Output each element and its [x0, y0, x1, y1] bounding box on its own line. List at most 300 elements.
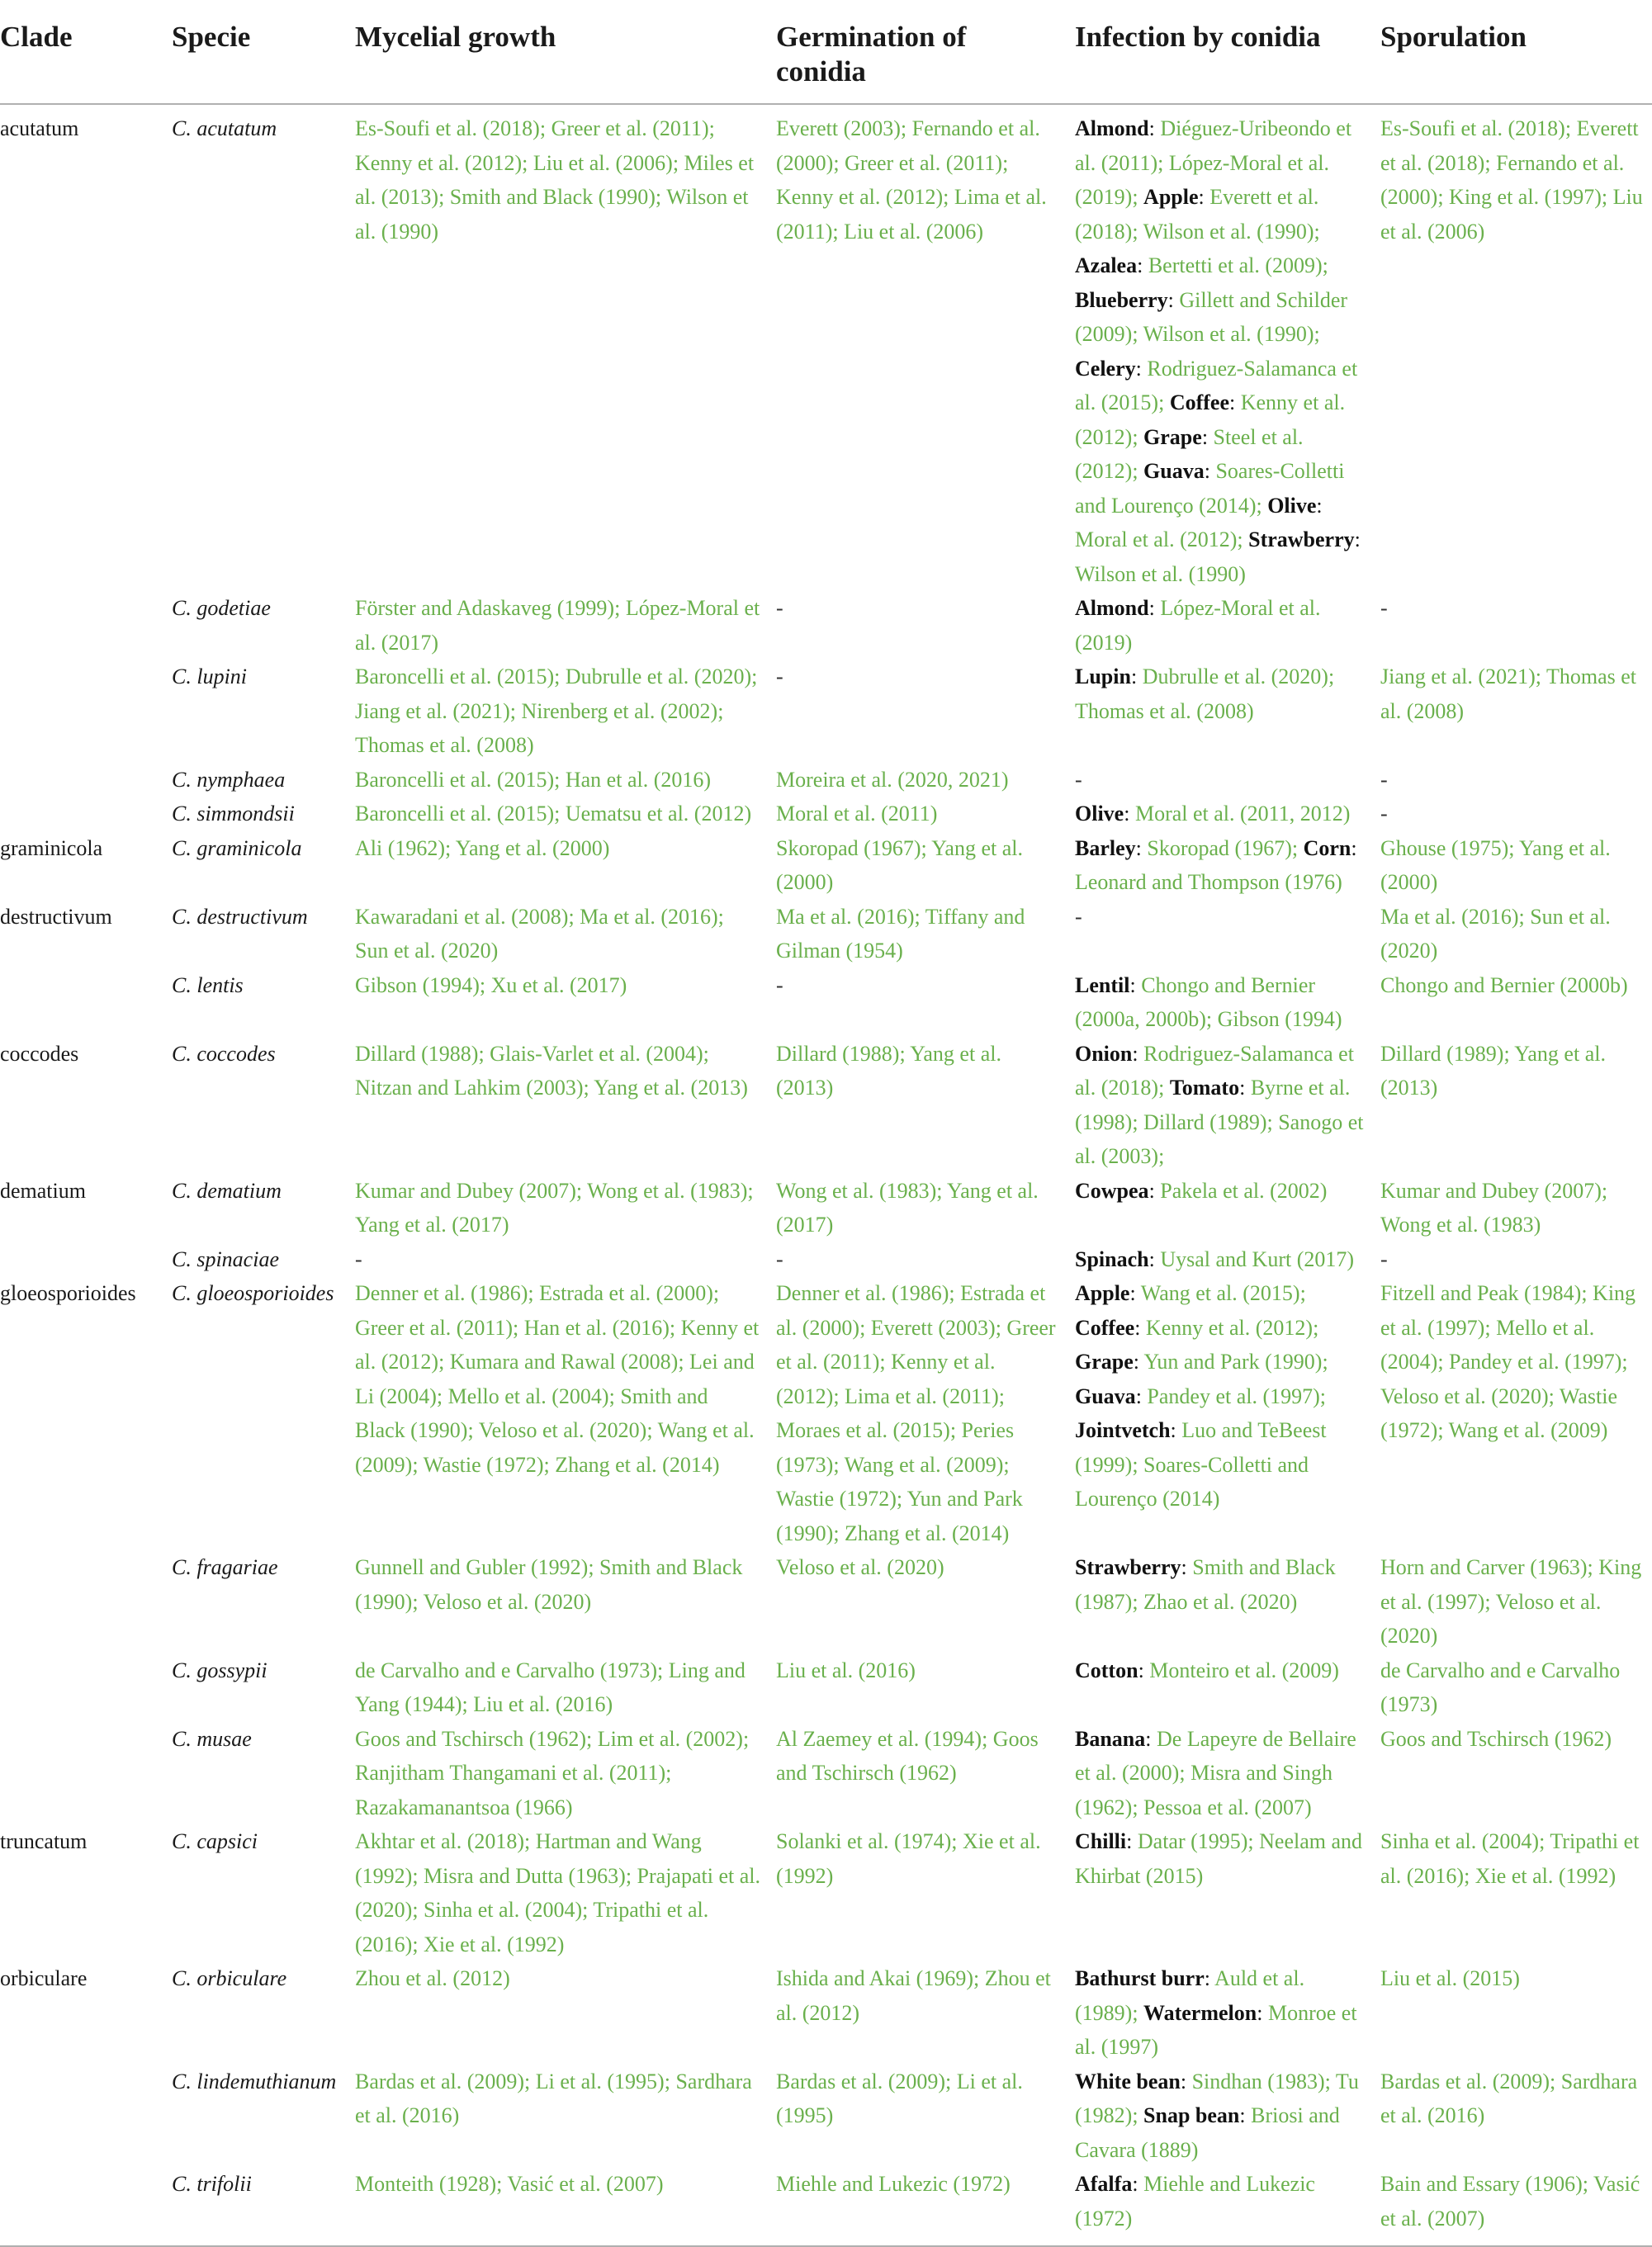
- infection-cell: [1075, 797, 1380, 831]
- specie-cell: [172, 763, 355, 797]
- reference-list: -: [776, 972, 783, 997]
- reference-list: Ghouse (1975); Yang et al. (2000): [1380, 835, 1611, 894]
- clade-name: truncatum: [0, 1829, 88, 1853]
- specie-name: C. lindemuthianum: [172, 2069, 337, 2093]
- reference-list: Dillard (1988); Yang et al. (2013): [776, 1041, 1001, 1100]
- reference-list: Chongo and Bernier (2000b): [1380, 972, 1628, 997]
- reference-list: Everett (2003); Fernando et al. (2000); Greer et al. (2011); Kenny et al. (2012); Lima et al. (2011); Liu et al. (2006): [776, 116, 1047, 244]
- mycelial-growth-cell: [355, 1550, 776, 1653]
- reference-list: -: [1380, 596, 1388, 620]
- header-sporulation: Sporulation: [1380, 0, 1652, 104]
- infection-list: Apple: Wang et al. (2015); Coffee: Kenny et al. (2012); Grape: Yun and Park (1990); Guava: Pandey et al. (1997); Jointvetch: Luo and TeBeest (1999); Soares-Colletti and Lourenço (2014): [1075, 1281, 1328, 1511]
- table-row: [0, 1653, 1652, 1722]
- infection-cell: [1075, 1550, 1380, 1653]
- reference-list: Bardas et al. (2009); Li et al. (1995); Sardhara et al. (2016): [355, 2069, 752, 2127]
- host-references: Pakela et al. (2002): [1160, 1178, 1328, 1203]
- reference-list: Goos and Tschirsch (1962): [1380, 1726, 1612, 1751]
- clade-name: orbiculare: [0, 1966, 88, 1990]
- sporulation-cell: [1380, 968, 1652, 1037]
- host-references: Leonard and Thompson (1976): [1075, 870, 1342, 894]
- reference-list: Förster and Adaskaveg (1999); López-Moral et al. (2017): [355, 596, 760, 655]
- specie-name: C. capsici: [172, 1829, 258, 1853]
- host-references: López-Moral et al. (2019): [1075, 596, 1321, 655]
- infection-list: Lupin: Dubrulle et al. (2020); Thomas et al. (2008): [1075, 665, 1335, 723]
- header-specie: Specie: [172, 0, 355, 104]
- reference-list: Liu et al. (2016): [776, 1658, 916, 1682]
- mycelial-growth-cell: [355, 1722, 776, 1825]
- germination-cell: [776, 797, 1075, 831]
- clade-name: dematium: [0, 1178, 86, 1203]
- table-row: [0, 1242, 1652, 1277]
- header-row: [0, 0, 1652, 104]
- table-row: [0, 1037, 1652, 1174]
- host-name: Olive: [1075, 802, 1124, 825]
- clade-cell: [0, 2065, 172, 2168]
- host-name: Snap bean: [1143, 2103, 1240, 2127]
- sporulation-cell: [1380, 591, 1652, 660]
- clade-cell: [0, 1550, 172, 1653]
- host-references: Byrne et al. (1998); Dillard (1989); Sanogo et al. (2003);: [1075, 1076, 1364, 1168]
- infection-cell: [1075, 1242, 1380, 1277]
- reference-list: Gibson (1994); Xu et al. (2017): [355, 972, 627, 997]
- germination-cell: [776, 104, 1075, 591]
- infection-cell: [1075, 1276, 1380, 1550]
- host-name: Almond: [1075, 596, 1149, 620]
- specie-cell: [172, 1276, 355, 1550]
- host-name: Guava: [1143, 459, 1205, 483]
- infection-cell: [1075, 660, 1380, 763]
- host-references: Monteiro et al. (2009): [1149, 1658, 1339, 1682]
- host-references: Diéguez-Uribeondo et al. (2011); López-Moral et al. (2019);: [1075, 116, 1352, 209]
- reference-list: Zhou et al. (2012): [355, 1966, 510, 1990]
- clade-cell: [0, 591, 172, 660]
- infection-cell: [1075, 1653, 1380, 1722]
- infection-cell: [1075, 968, 1380, 1037]
- specie-cell: [172, 1037, 355, 1174]
- infection-cell: [1075, 2065, 1380, 2168]
- host-name: Blueberry: [1075, 287, 1168, 312]
- infection-list: Banana: De Lapeyre de Bellaire et al. (2000); Misra and Singh (1962); Pessoa et al. (2007): [1075, 1726, 1356, 1819]
- sporulation-cell: [1380, 1653, 1652, 1722]
- host-references: De Lapeyre de Bellaire et al. (2000); Misra and Singh (1962); Pessoa et al. (2007): [1075, 1726, 1356, 1819]
- infection-list: Olive: Moral et al. (2011, 2012): [1075, 802, 1351, 825]
- host-name: Guava: [1075, 1384, 1136, 1408]
- clade-cell: [0, 1824, 172, 1961]
- host-name: White bean: [1075, 2069, 1181, 2093]
- clade-name: destructivum: [0, 904, 112, 929]
- reference-list: -: [355, 1246, 362, 1271]
- header-germination: Germination of conidia: [776, 0, 1075, 104]
- reference-list: -: [1380, 802, 1388, 825]
- reference-list: Es-Soufi et al. (2018); Everett et al. (2018); Fernando et al. (2000); King et al. (1997); Liu et al. (2006): [1380, 116, 1643, 244]
- mycelial-growth-cell: [355, 1276, 776, 1550]
- germination-cell: [776, 968, 1075, 1037]
- germination-cell: [776, 1242, 1075, 1277]
- mycelial-growth-cell: [355, 2065, 776, 2168]
- specie-cell: [172, 104, 355, 591]
- table-header: [0, 0, 1652, 104]
- reference-list: Ali (1962); Yang et al. (2000): [355, 835, 610, 860]
- specie-cell: [172, 591, 355, 660]
- specie-name: C. nymphaea: [172, 767, 286, 792]
- reference-list: Ma et al. (2016); Sun et al. (2020): [1380, 904, 1611, 963]
- host-name: Grape: [1075, 1350, 1134, 1374]
- reference-list: Moral et al. (2011): [776, 802, 938, 825]
- specie-name: C. fragariae: [172, 1555, 278, 1579]
- reference-list: de Carvalho and e Carvalho (1973): [1380, 1658, 1621, 1716]
- specie-cell: [172, 968, 355, 1037]
- host-name: Afalfa: [1075, 2172, 1133, 2196]
- host-name: Watermelon: [1143, 2000, 1257, 2025]
- infection-list: Chilli: Datar (1995); Neelam and Khirbat (2015): [1075, 1829, 1363, 1888]
- infection-list: Lentil: Chongo and Bernier (2000a, 2000b); Gibson (1994): [1075, 972, 1342, 1031]
- table-row: [0, 1722, 1652, 1825]
- host-references: Steel et al. (2012);: [1075, 424, 1304, 483]
- mycelial-growth-cell: [355, 1961, 776, 2065]
- specie-name: C. dematium: [172, 1178, 282, 1203]
- header-mycelial-growth: Mycelial growth: [355, 0, 776, 104]
- clade-cell: [0, 1037, 172, 1174]
- specie-cell: [172, 1722, 355, 1825]
- reference-list: Bain and Essary (1906); Vasić et al. (2007): [1380, 2172, 1640, 2230]
- infection-cell: [1075, 591, 1380, 660]
- reference-list: Ma et al. (2016); Tiffany and Gilman (1954): [776, 904, 1025, 963]
- mycelial-growth-cell: [355, 1242, 776, 1277]
- specie-cell: [172, 900, 355, 968]
- specie-name: C. spinaciae: [172, 1246, 279, 1271]
- sporulation-cell: [1380, 104, 1652, 591]
- host-references: Luo and TeBeest (1999); Soares-Colletti and Lourenço (2014): [1075, 1418, 1327, 1511]
- germination-cell: [776, 1550, 1075, 1653]
- infection-list: Cowpea: Pakela et al. (2002): [1075, 1178, 1328, 1203]
- clade-cell: [0, 797, 172, 831]
- sporulation-cell: [1380, 1961, 1652, 2065]
- specie-name: C. musae: [172, 1726, 252, 1751]
- host-name: Banana: [1075, 1726, 1146, 1751]
- sporulation-cell: [1380, 797, 1652, 831]
- germination-cell: [776, 900, 1075, 968]
- mycelial-growth-cell: [355, 660, 776, 763]
- reference-list: Es-Soufi et al. (2018); Greer et al. (2011); Kenny et al. (2012); Liu et al. (2006); Miles et al. (2013); Smith and Black (1990); Wilson et al. (1990): [355, 116, 755, 244]
- header-infection: Infection by conidia: [1075, 0, 1380, 104]
- clade-cell: [0, 660, 172, 763]
- infection-list: Afalfa: Miehle and Lukezic (1972): [1075, 2172, 1315, 2230]
- reference-list: Ishida and Akai (1969); Zhou et al. (2012): [776, 1966, 1051, 2025]
- specie-cell: [172, 1550, 355, 1653]
- reference-list: Dillard (1988); Glais-Varlet et al. (2004); Nitzan and Lahkim (2003); Yang et al. (2013): [355, 1041, 748, 1100]
- specie-name: C. acutatum: [172, 116, 277, 140]
- sporulation-cell: [1380, 1550, 1652, 1653]
- table-row: [0, 104, 1652, 591]
- reference-list: Dillard (1989); Yang et al. (2013): [1380, 1041, 1606, 1100]
- host-references: Miehle and Lukezic (1972): [1075, 2172, 1315, 2230]
- specie-cell: [172, 1824, 355, 1961]
- mycelial-growth-cell: [355, 1824, 776, 1961]
- host-references: Everett et al. (2018); Wilson et al. (1990);: [1075, 185, 1320, 244]
- host-name: Almond: [1075, 116, 1149, 140]
- reference-list: Sinha et al. (2004); Tripathi et al. (2016); Xie et al. (1992): [1380, 1829, 1640, 1888]
- table-row: [0, 900, 1652, 968]
- reference-list: -: [776, 1246, 783, 1271]
- specie-cell: [172, 1242, 355, 1277]
- reference-list: Jiang et al. (2021); Thomas et al. (2008): [1380, 665, 1637, 723]
- sporulation-cell: [1380, 1037, 1652, 1174]
- reference-list: Kumar and Dubey (2007); Wong et al. (1983); Yang et al. (2017): [355, 1178, 754, 1237]
- mycelial-growth-cell: [355, 1174, 776, 1242]
- germination-cell: [776, 1722, 1075, 1825]
- infection-list: Onion: Rodriguez-Salamanca et al. (2018); Tomato: Byrne et al. (1998); Dillard (1989); Sanogo et al. (2003);: [1075, 1041, 1364, 1168]
- sporulation-cell: [1380, 1824, 1652, 1961]
- host-references: Chongo and Bernier (2000a, 2000b); Gibson (1994): [1075, 972, 1342, 1031]
- host-name: Coffee: [1075, 1315, 1135, 1340]
- specie-cell: [172, 1174, 355, 1242]
- host-references: Rodriguez-Salamanca et al. (2015);: [1075, 356, 1358, 414]
- specie-cell: [172, 660, 355, 763]
- table-row: [0, 660, 1652, 763]
- reference-list: Al Zaemey et al. (1994); Goos and Tschirsch (1962): [776, 1726, 1039, 1785]
- clade-cell: [0, 1276, 172, 1550]
- reference-list: Fitzell and Peak (1984); King et al. (1997); Mello et al. (2004); Pandey et al. (1997); Veloso et al. (2020); Wastie (1972); Wang et al. (2009): [1380, 1281, 1636, 1442]
- sporulation-cell: [1380, 900, 1652, 968]
- mycelial-growth-cell: [355, 1653, 776, 1722]
- table-row: [0, 591, 1652, 660]
- host-references: Monroe et al. (1997): [1075, 2000, 1357, 2059]
- host-name: Lentil: [1075, 972, 1130, 997]
- clade-cell: [0, 2167, 172, 2246]
- specie-name: C. graminicola: [172, 835, 302, 860]
- mycelial-growth-cell: [355, 797, 776, 831]
- reference-list: Monteith (1928); Vasić et al. (2007): [355, 2172, 664, 2196]
- table-row: [0, 831, 1652, 900]
- specie-cell: [172, 1961, 355, 2065]
- host-references: Rodriguez-Salamanca et al. (2018);: [1075, 1041, 1354, 1100]
- germination-cell: [776, 591, 1075, 660]
- reference-list: Denner et al. (1986); Estrada et al. (2000); Greer et al. (2011); Han et al. (2016); Kenny et al. (2012); Kumara and Rawal (2008); Lei and Li (2004); Mello et al. (2004); Smith and Black (1990); Veloso et al. (2020); Wang et al. (2009); Wastie (1972); Zhang et al. (2014): [355, 1281, 760, 1477]
- germination-cell: [776, 831, 1075, 900]
- table-row: [0, 1276, 1652, 1550]
- reference-list: Veloso et al. (2020): [776, 1555, 944, 1579]
- reference-list: Akhtar et al. (2018); Hartman and Wang (1992); Misra and Dutta (1963); Prajapati et al. (2020); Sinha et al. (2004); Tripathi et al. (2016); Xie et al. (1992): [355, 1829, 760, 1956]
- sporulation-cell: [1380, 2065, 1652, 2168]
- host-name: Cotton: [1075, 1658, 1138, 1682]
- clade-cell: [0, 831, 172, 900]
- infection-list: Strawberry: Smith and Black (1987); Zhao et al. (2020): [1075, 1555, 1336, 1614]
- infection-cell: [1075, 1174, 1380, 1242]
- host-name: Tomato: [1169, 1076, 1240, 1100]
- reference-list: Denner et al. (1986); Estrada et al. (2000); Everett (2003); Greer et al. (2011); Kenny et al. (2012); Lima et al. (2011); Moraes et al. (2015); Peries (1973); Wang et al. (2009); Wastie (1972); Yun and Park (1990); Zhang et al. (2014): [776, 1281, 1056, 1545]
- host-name: Onion: [1075, 1041, 1133, 1066]
- infection-cell: [1075, 900, 1380, 968]
- specie-cell: [172, 831, 355, 900]
- germination-cell: [776, 1961, 1075, 2065]
- reference-list: Horn and Carver (1963); King et al. (1997); Veloso et al. (2020): [1380, 1555, 1642, 1648]
- clade-cell: [0, 104, 172, 591]
- infection-cell: [1075, 1824, 1380, 1961]
- infection-list: Almond: Diéguez-Uribeondo et al. (2011); López-Moral et al. (2019); Apple: Everett et al. (2018); Wilson et al. (1990); Azalea: Bertetti et al. (2009); Blueberry: Gillett and Schilder (2009); Wilson et al. (1990); Celery: Rodriguez-Salamanca et al. (2015); Coffee: Kenny et al. (2012); Grape: Steel et al. (2012); Guava: Soares-Colletti and Lourenço (2014); Olive: Moral et al. (2012); Strawberry: Wilson et al. (1990): [1075, 116, 1361, 586]
- host-references: Kenny et al. (2012);: [1145, 1315, 1319, 1340]
- sporulation-cell: [1380, 763, 1652, 797]
- clade-cell: [0, 1722, 172, 1825]
- infection-cell: [1075, 104, 1380, 591]
- host-name: Corn: [1303, 835, 1351, 860]
- host-name: Strawberry: [1248, 527, 1355, 551]
- host-references: Gillett and Schilder (2009); Wilson et al. (1990);: [1075, 287, 1348, 346]
- mycelial-growth-cell: [355, 1037, 776, 1174]
- table-row: [0, 2065, 1652, 2168]
- reference-list: Baroncelli et al. (2015); Uematsu et al. (2012): [355, 802, 752, 825]
- germination-cell: [776, 2167, 1075, 2246]
- table-row: [0, 763, 1652, 797]
- reference-list: Skoropad (1967); Yang et al. (2000): [776, 835, 1023, 894]
- host-name: Azalea: [1075, 253, 1138, 277]
- germination-cell: [776, 2065, 1075, 2168]
- reference-list: Goos and Tschirsch (1962); Lim et al. (2002); Ranjitham Thangamani et al. (2011); Razakamanantsoa (1966): [355, 1726, 750, 1819]
- host-name: Cowpea: [1075, 1178, 1149, 1203]
- table-row: [0, 1961, 1652, 2065]
- germination-cell: [776, 1653, 1075, 1722]
- clade-name: gloeosporioides: [0, 1281, 136, 1305]
- host-name: Chilli: [1075, 1829, 1127, 1853]
- host-references: Bertetti et al. (2009);: [1148, 253, 1328, 277]
- table-row: [0, 797, 1652, 831]
- infection-cell: [1075, 831, 1380, 900]
- header-clade: Clade: [0, 0, 172, 104]
- specie-cell: [172, 797, 355, 831]
- infection-cell: [1075, 1722, 1380, 1825]
- specie-name: C. godetiae: [172, 596, 271, 620]
- infection-list: Bathurst burr: Auld et al. (1989); Watermelon: Monroe et al. (1997): [1075, 1966, 1357, 2059]
- clade-cell: [0, 763, 172, 797]
- germination-cell: [776, 1037, 1075, 1174]
- sporulation-cell: [1380, 1174, 1652, 1242]
- host-name: Jointvetch: [1075, 1418, 1171, 1442]
- reference-list: de Carvalho and e Carvalho (1973); Ling and Yang (1944); Liu et al. (2016): [355, 1658, 746, 1716]
- specie-name: C. gloeosporioides: [172, 1281, 334, 1305]
- infection-cell: [1075, 2167, 1380, 2246]
- host-name: Bathurst burr: [1075, 1966, 1205, 1990]
- mycelial-growth-cell: [355, 591, 776, 660]
- specie-name: C. coccodes: [172, 1041, 276, 1066]
- mycelial-growth-cell: [355, 104, 776, 591]
- host-name: Strawberry: [1075, 1555, 1181, 1579]
- host-references: Moral et al. (2012);: [1075, 527, 1243, 551]
- reference-list: Kumar and Dubey (2007); Wong et al. (1983): [1380, 1178, 1608, 1237]
- reference-list: Solanki et al. (1974); Xie et al. (1992): [776, 1829, 1041, 1888]
- specie-name: C. trifolii: [172, 2172, 252, 2196]
- sporulation-cell: [1380, 1722, 1652, 1825]
- host-name: Barley: [1075, 835, 1136, 860]
- host-references: Uysal and Kurt (2017): [1160, 1246, 1355, 1271]
- host-references: Soares-Colletti and Lourenço (2014);: [1075, 459, 1345, 518]
- reference-list: Gunnell and Gubler (1992); Smith and Black (1990); Veloso et al. (2020): [355, 1555, 743, 1614]
- host-references: Datar (1995); Neelam and Khirbat (2015): [1075, 1829, 1363, 1888]
- specie-name: C. destructivum: [172, 904, 308, 929]
- specie-name: C. simmondsii: [172, 802, 295, 825]
- infection-list: [1075, 763, 1366, 797]
- mycelial-growth-cell: [355, 763, 776, 797]
- host-references: Moral et al. (2011, 2012): [1134, 802, 1351, 825]
- host-references: Wilson et al. (1990): [1075, 561, 1246, 586]
- infection-list: [1075, 900, 1366, 934]
- reference-list: Baroncelli et al. (2015); Dubrulle et al. (2020); Jiang et al. (2021); Nirenberg et al. (2002); Thomas et al. (2008): [355, 665, 758, 757]
- table-row: [0, 2167, 1652, 2246]
- host-references: Dubrulle et al. (2020); Thomas et al. (2008): [1075, 665, 1335, 723]
- specie-name: C. lentis: [172, 972, 244, 997]
- host-references: -: [1075, 904, 1082, 929]
- infection-cell: [1075, 1961, 1380, 2065]
- reference-list: Bardas et al. (2009); Li et al. (1995): [776, 2069, 1023, 2127]
- reference-list: Wong et al. (1983); Yang et al. (2017): [776, 1178, 1039, 1237]
- specie-name: C. gossypii: [172, 1658, 267, 1682]
- host-references: Pandey et al. (1997);: [1147, 1384, 1327, 1408]
- specie-cell: [172, 1653, 355, 1722]
- clade-cell: [0, 1961, 172, 2065]
- reference-list: -: [1380, 767, 1388, 792]
- host-references: Briosi and Cavara (1889): [1075, 2103, 1340, 2162]
- infection-list: Barley: Skoropad (1967); Corn: Leonard and Thompson (1976): [1075, 835, 1357, 894]
- clade-name: acutatum: [0, 116, 79, 140]
- table-row: [0, 1824, 1652, 1961]
- host-name: Apple: [1075, 1281, 1130, 1305]
- host-name: Apple: [1143, 185, 1199, 209]
- host-name: Coffee: [1169, 390, 1229, 414]
- specie-cell: [172, 2065, 355, 2168]
- host-name: Spinach: [1075, 1246, 1149, 1271]
- infection-cell: [1075, 1037, 1380, 1174]
- reference-list: -: [776, 596, 783, 620]
- host-references: Kenny et al. (2012);: [1075, 390, 1346, 449]
- mycelial-growth-cell: [355, 831, 776, 900]
- infection-list: Spinach: Uysal and Kurt (2017): [1075, 1246, 1355, 1271]
- specie-name: C. lupini: [172, 665, 248, 688]
- specie-cell: [172, 2167, 355, 2246]
- sporulation-cell: [1380, 2167, 1652, 2246]
- germination-cell: [776, 763, 1075, 797]
- host-name: Olive: [1267, 493, 1317, 518]
- host-name: Celery: [1075, 356, 1136, 381]
- germination-cell: [776, 1824, 1075, 1961]
- reference-list: Bardas et al. (2009); Sardhara et al. (2016): [1380, 2069, 1638, 2127]
- table-row: [0, 968, 1652, 1037]
- sporulation-cell: [1380, 660, 1652, 763]
- specie-name: C. orbiculare: [172, 1966, 287, 1990]
- table-row: [0, 1174, 1652, 1242]
- reference-list: Kawaradani et al. (2008); Ma et al. (2016); Sun et al. (2020): [355, 904, 724, 963]
- clade-name: coccodes: [0, 1041, 79, 1066]
- host-references: Smith and Black (1987); Zhao et al. (2020): [1075, 1555, 1336, 1614]
- sporulation-cell: [1380, 1242, 1652, 1277]
- host-references: Wang et al. (2015);: [1140, 1281, 1306, 1305]
- clade-name: graminicola: [0, 835, 103, 860]
- reference-list: -: [1380, 1246, 1388, 1271]
- infection-list: White bean: Sindhan (1983); Tu (1982); Snap bean: Briosi and Cavara (1889): [1075, 2069, 1359, 2162]
- mycelial-growth-cell: [355, 900, 776, 968]
- reference-list: Moreira et al. (2020, 2021): [776, 767, 1009, 792]
- host-references: Auld et al. (1989);: [1075, 1966, 1305, 2025]
- host-references: Skoropad (1967);: [1147, 835, 1299, 860]
- mycelial-growth-cell: [355, 2167, 776, 2246]
- reference-list: -: [776, 665, 783, 688]
- infection-list: Cotton: Monteiro et al. (2009): [1075, 1658, 1339, 1682]
- infection-list: Almond: López-Moral et al. (2019): [1075, 596, 1321, 655]
- host-references: -: [1075, 767, 1082, 792]
- clade-cell: [0, 968, 172, 1037]
- clade-cell: [0, 900, 172, 968]
- sporulation-cell: [1380, 831, 1652, 900]
- clade-cell: [0, 1174, 172, 1242]
- reference-list: Liu et al. (2015): [1380, 1966, 1520, 1990]
- germination-cell: [776, 1276, 1075, 1550]
